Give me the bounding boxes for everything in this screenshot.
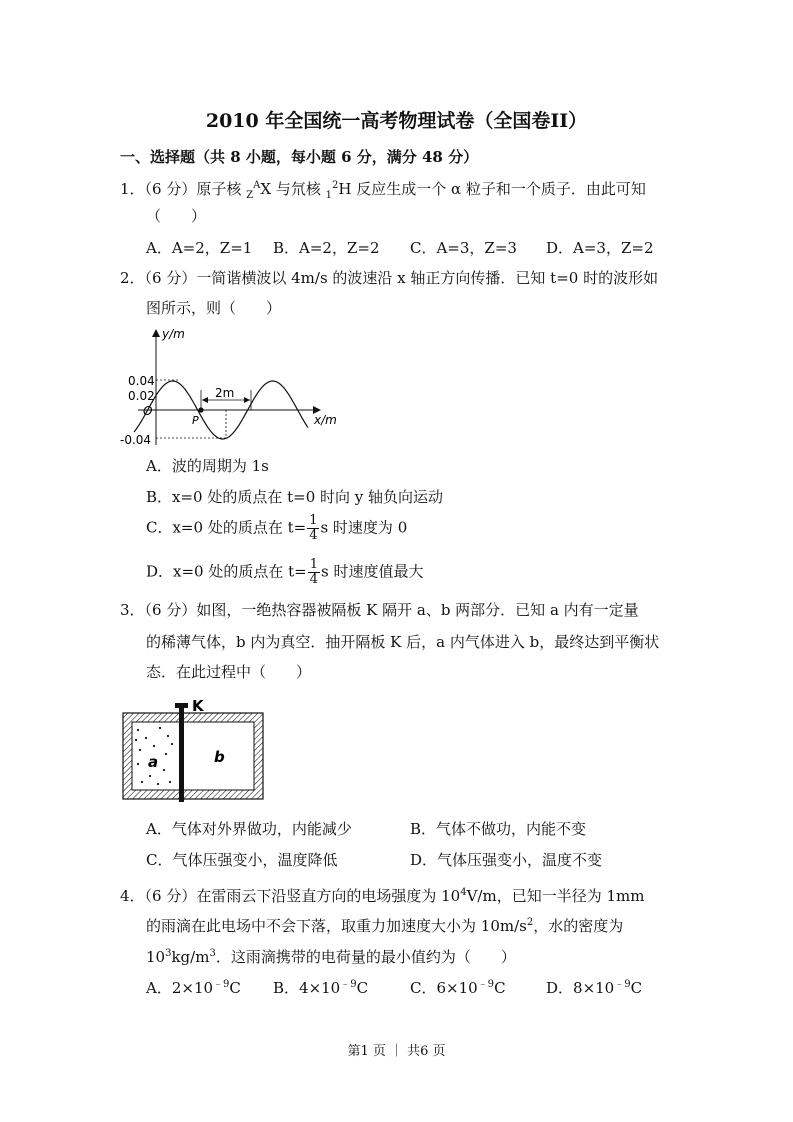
gas-particle <box>145 737 147 739</box>
q1-nucleus-a: A <box>253 180 261 191</box>
q2-option-d <box>146 558 423 587</box>
q3-option-b: B．气体不做功，内能不变 <box>410 820 587 838</box>
q1-h-symbol: H <box>338 180 352 198</box>
gas-particle <box>141 781 143 783</box>
label-a: a <box>148 753 159 771</box>
q1-nucleus-symbol: X <box>260 180 272 198</box>
q4-option-b-post: C <box>356 979 369 997</box>
q4-line2 <box>146 913 623 936</box>
label-k: K <box>192 698 204 715</box>
q2-line2: 图所示，则（ ） <box>146 299 282 317</box>
q4-option-a <box>146 975 241 998</box>
gas-particle <box>153 745 155 747</box>
tick-0.04: 0.04 <box>128 374 155 388</box>
partition-k <box>179 706 184 802</box>
q4-option-d-post: C <box>630 979 643 997</box>
q4-option-b <box>273 975 368 998</box>
partition-handle <box>175 703 188 708</box>
origin-label: O <box>143 404 153 418</box>
gas-particle <box>163 769 165 771</box>
q2-option-d-pre: D．x=0 处的质点在 t= <box>146 562 307 581</box>
gas-particle <box>167 735 169 737</box>
q3-score: （6 分） <box>144 601 197 619</box>
distance-label: 2m <box>215 386 235 400</box>
q4-number: 4． <box>120 887 145 905</box>
section-heading: 一、选择题（共 8 小题，每小题 6 分，满分 48 分） <box>120 148 479 166</box>
q4-option-c-post: C <box>494 979 506 997</box>
wave-figure <box>118 324 348 448</box>
tick-0.02: 0.02 <box>128 389 155 403</box>
q4-line3-sup: 3 <box>165 948 172 959</box>
fraction-c <box>307 514 319 543</box>
gas-particle <box>139 749 141 751</box>
q2-score: （6 分） <box>144 269 197 287</box>
q2-option-d-post: s 时速度值最大 <box>321 562 424 581</box>
y-axis-label: y/m <box>162 327 185 341</box>
gas-particle <box>137 729 139 731</box>
q2-option-a: A．波的周期为 1s <box>146 457 269 475</box>
gas-particle <box>171 743 173 745</box>
q4-option-c <box>410 975 506 998</box>
q1-h-a: 2 <box>331 180 339 191</box>
gas-particle <box>165 753 167 755</box>
q4-line2-sup: 2 <box>526 917 534 928</box>
q1-text-b: 与氘核 <box>275 180 321 198</box>
q1-option-d: D．A=3，Z=2 <box>546 239 654 257</box>
q1-option-a: A．A=2，Z=1 <box>146 239 253 257</box>
fraction-d-numerator: 1 <box>309 557 319 572</box>
q2-text1: 一简谐横波以 4m/s 的波速沿 x 轴正方向传播．已知 t=0 时的波形如 <box>196 269 659 287</box>
q4-line3-c: ．这雨滴携带的电荷量的最小值约为（ ） <box>215 948 516 966</box>
q1-score: （6 分） <box>144 180 197 198</box>
q1-h-z: 1 <box>325 190 332 201</box>
dist-arrow-left <box>202 397 208 403</box>
gas-particle <box>169 781 171 783</box>
q1-number: 1． <box>120 180 145 198</box>
q3-line1 <box>120 600 639 620</box>
q3-option-c: C．气体压强变小，温度降低 <box>146 851 338 869</box>
q3-line3: 态．在此过程中（ ） <box>146 663 312 681</box>
q1-option-b: B．A=2，Z=2 <box>273 239 380 257</box>
q1-text-c: 反应生成一个 α 粒子和一个质子．由此可知 <box>356 180 646 198</box>
q1-paren: （ ） <box>146 207 207 225</box>
tick-neg0.04: -0.04 <box>120 433 152 447</box>
label-b: b <box>214 748 225 766</box>
q4-line2-b: ，水的密度为 <box>533 917 624 935</box>
fraction-d-denominator: 4 <box>309 572 319 587</box>
q4-line3-b: kg/m <box>171 948 210 966</box>
q2-line1 <box>120 268 658 288</box>
q4-line1 <box>120 883 644 906</box>
q2-option-c-pre: C．x=0 处的质点在 t= <box>146 518 307 537</box>
q1-nucleus-z: Z <box>246 190 254 201</box>
q3-number: 3． <box>120 601 145 619</box>
q4-option-a-sup: ﹣9 <box>213 979 230 990</box>
q3-line2: 的稀薄气体，b 内为真空．抽开隔板 K 后，a 内气体进入 b，最终达到平衡状 <box>146 633 660 651</box>
q3-option-a: A．气体对外界做功，内能减少 <box>146 820 352 838</box>
q4-option-d <box>546 975 642 998</box>
q4-option-c-sup: ﹣9 <box>477 979 495 990</box>
dist-arrow-right <box>244 397 250 403</box>
q4-line3 <box>146 944 516 967</box>
q4-line3-sup2: 3 <box>209 948 216 959</box>
q4-option-c-pre: C．6×10 <box>410 979 478 997</box>
q4-option-b-pre: B．4×10 <box>273 979 341 997</box>
q2-option-c-post: s 时速度为 0 <box>320 518 408 537</box>
gas-particle <box>135 739 137 741</box>
q4-line2-a: 的雨滴在此电场中不会下落，取重力加速度大小为 10m/s <box>146 917 527 935</box>
q4-option-d-pre: D．8×10 <box>546 979 615 997</box>
point-p <box>198 407 203 412</box>
q1-option-c: C．A=3，Z=3 <box>410 239 517 257</box>
q4-score: （6 分） <box>144 887 197 905</box>
q4-option-a-post: C <box>229 979 241 997</box>
q4-option-d-sup: ﹣9 <box>614 979 631 990</box>
page-title: 2010 年全国统一高考物理试卷（全国卷II） <box>205 110 588 132</box>
gas-particle <box>137 763 139 765</box>
q3-text1: 如图，一绝热容器被隔板 K 隔开 a、b 两部分．已知 a 内有一定量 <box>196 601 639 619</box>
gas-particle <box>157 783 159 785</box>
q2-option-c <box>146 514 407 543</box>
q4-line3-a: 10 <box>146 948 166 966</box>
point-p-label: P <box>192 414 199 427</box>
q1-text-a: 原子核 <box>196 180 242 198</box>
q1-line1 <box>120 176 646 206</box>
fraction-c-numerator: 1 <box>309 513 318 528</box>
q4-option-a-pre: A．2×10 <box>146 979 214 997</box>
q4-line1-b: V/m，已知一半径为 1mm <box>466 887 645 905</box>
fraction-d <box>308 558 320 587</box>
q3-option-d: D．气体压强变小，温度不变 <box>410 851 603 869</box>
gas-particle <box>149 775 151 777</box>
container-figure <box>120 698 268 804</box>
q2-option-b: B．x=0 处的质点在 t=0 时向 y 轴负向运动 <box>146 488 444 506</box>
q4-option-b-sup: ﹣9 <box>340 979 357 990</box>
q2-number: 2． <box>120 269 145 287</box>
fraction-c-denominator: 4 <box>309 528 318 543</box>
x-axis-label: x/m <box>314 413 337 427</box>
gas-particle <box>159 727 161 729</box>
page-footer: 第1 页 ｜ 共6 页 <box>347 1044 446 1059</box>
q4-line1-a: 在雷雨云下沿竖直方向的电场强度为 10 <box>196 887 461 905</box>
q4-line1-sup: 4 <box>460 887 467 898</box>
